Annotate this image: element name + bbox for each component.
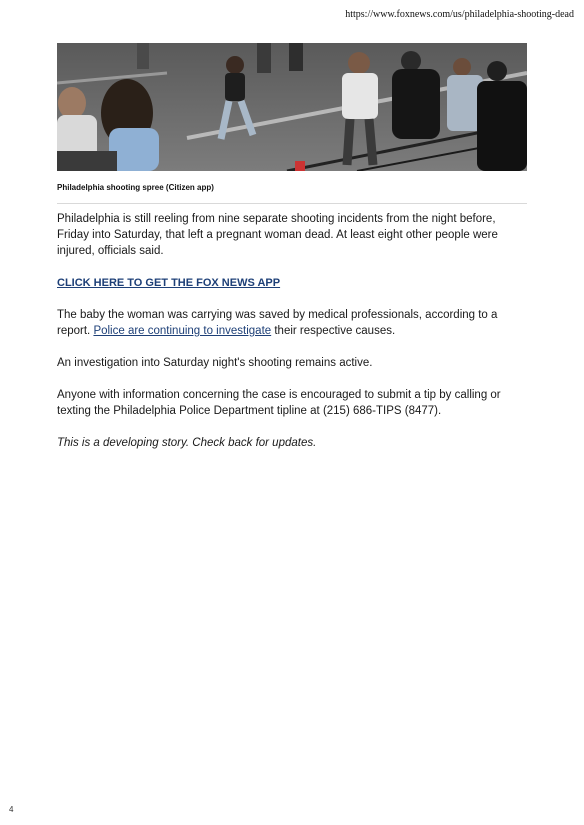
paragraph-investigation: An investigation into Saturday night's shooting remains active. bbox=[57, 357, 373, 369]
paragraph-text-end: their respective causes. bbox=[271, 325, 396, 337]
article-photo bbox=[57, 43, 527, 171]
investigate-link[interactable]: Police are continuing to investigate bbox=[93, 325, 272, 337]
cta-paragraph bbox=[57, 275, 527, 291]
photo-caption: Philadelphia shooting spree (Citizen app) bbox=[57, 183, 214, 192]
get-app-link[interactable]: CLICK HERE TO GET THE FOX NEWS APP bbox=[57, 277, 281, 289]
developing-story-note: This is a developing story. Check back for updates. bbox=[57, 437, 317, 449]
paragraph-tipline: Anyone with information concerning the case is encouraged to submit a tip by calling or texting the Philadelphia Police Department tipline at (215) 686-TIPS (8477). bbox=[57, 389, 501, 417]
paragraph-text-start: The baby the woman was carrying was saved by medical professionals, according to a report. bbox=[57, 309, 498, 337]
paragraph-intro: Philadelphia is still reeling from nine separate shooting incidents from the night before, Friday into Saturday, that left a pregnant woman dead. At least eight other people were injured, officials said. bbox=[57, 213, 498, 257]
article-body bbox=[57, 211, 527, 467]
paragraph-baby-saved bbox=[57, 307, 527, 339]
divider bbox=[57, 203, 527, 204]
page-number: 4 bbox=[9, 805, 14, 814]
source-url: https://www.foxnews.com/us/philadelphia-shooting-dead bbox=[345, 9, 574, 20]
